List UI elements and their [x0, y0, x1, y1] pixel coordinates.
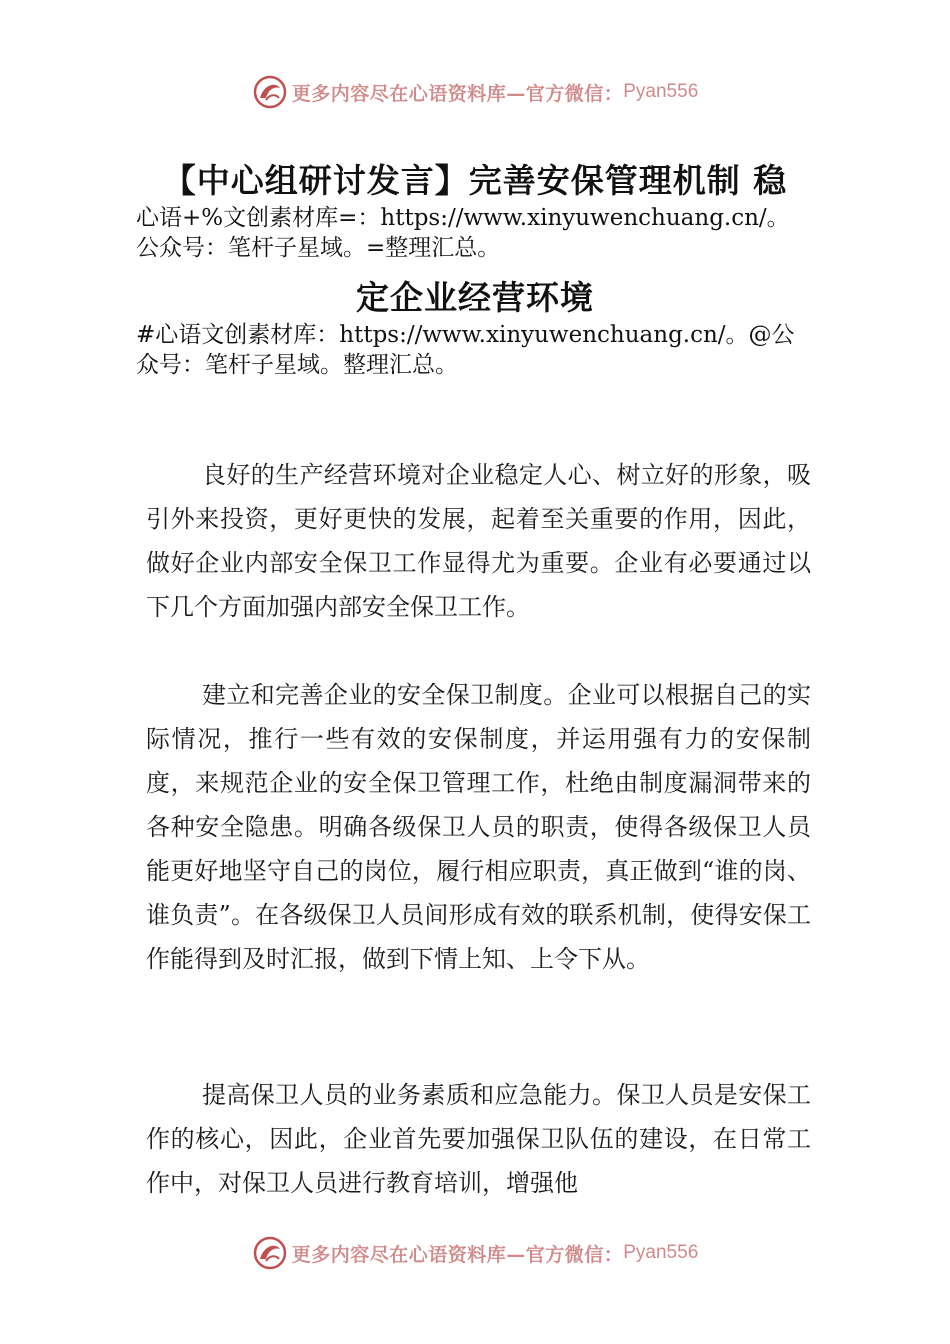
swirl-logo-icon — [252, 74, 288, 110]
header-banner — [0, 70, 950, 114]
source-note-2 — [136, 320, 856, 380]
body-paragraph-2: 建立和完善企业的安全保卫制度。企业可以根据自己的实际情况，推行一些有效的安保制度，并运用强有力的安保制度，来规范企业的安全保卫管理工作，杜绝由制度漏洞带来的各种安全隐患。明确各级保卫人员的职责，使得各级保卫人员能更好地坚守自己的岗位，履行相应职责，真正做到“谁的岗、谁负责”。在各级保卫人员间形成有效的联系机制，使得安保工作能得到及时汇报，做到下情上知、上令下从。 — [146, 681, 811, 973]
footer-banner-text: 更多内容尽在心语资料库—官方微信： — [291, 1243, 624, 1266]
source-note-1 — [136, 203, 856, 263]
header-banner-contact: Pyan556 — [623, 81, 699, 102]
body-paragraph-1: 良好的生产经营环境对企业稳定人心、树立好的形象，吸引外来投资，更好更快的发展，起着至关重要的作用，因此，做好企业内部安全保卫工作显得尤为重要。企业有必要通过以下几个方面加强内部安全保卫工作。 — [146, 461, 811, 621]
header-banner-text: 更多内容尽在心语资料库—官方微信： — [291, 82, 624, 105]
swirl-logo-icon — [252, 1235, 288, 1271]
source-note-1-line-1: 心语+%文创素材库=：https://www.xinyuwenchuang.cn/。 — [136, 205, 790, 231]
source-note-1-line-2: 公众号：笔杆子星域。=整理汇总。 — [136, 235, 501, 261]
document-title-line-2: 定企业经营环境 — [356, 278, 594, 317]
source-note-2-line-2: 众号：笔杆子星域。整理汇总。 — [136, 352, 458, 378]
footer-banner — [0, 1231, 950, 1275]
document-title-line-1: 【中心组研讨发言】完善安保管理机制 稳 — [162, 161, 788, 200]
source-note-2-line-1: #心语文创素材库：https://www.xinyuwenchuang.cn/。@公 — [136, 322, 795, 348]
body-paragraph-3: 提高保卫人员的业务素质和应急能力。保卫人员是安保工作的核心，因此，企业首先要加强保卫队伍的建设，在日常工作中，对保卫人员进行教育培训，增强他 — [146, 1081, 811, 1197]
footer-banner-contact: Pyan556 — [623, 1242, 699, 1263]
